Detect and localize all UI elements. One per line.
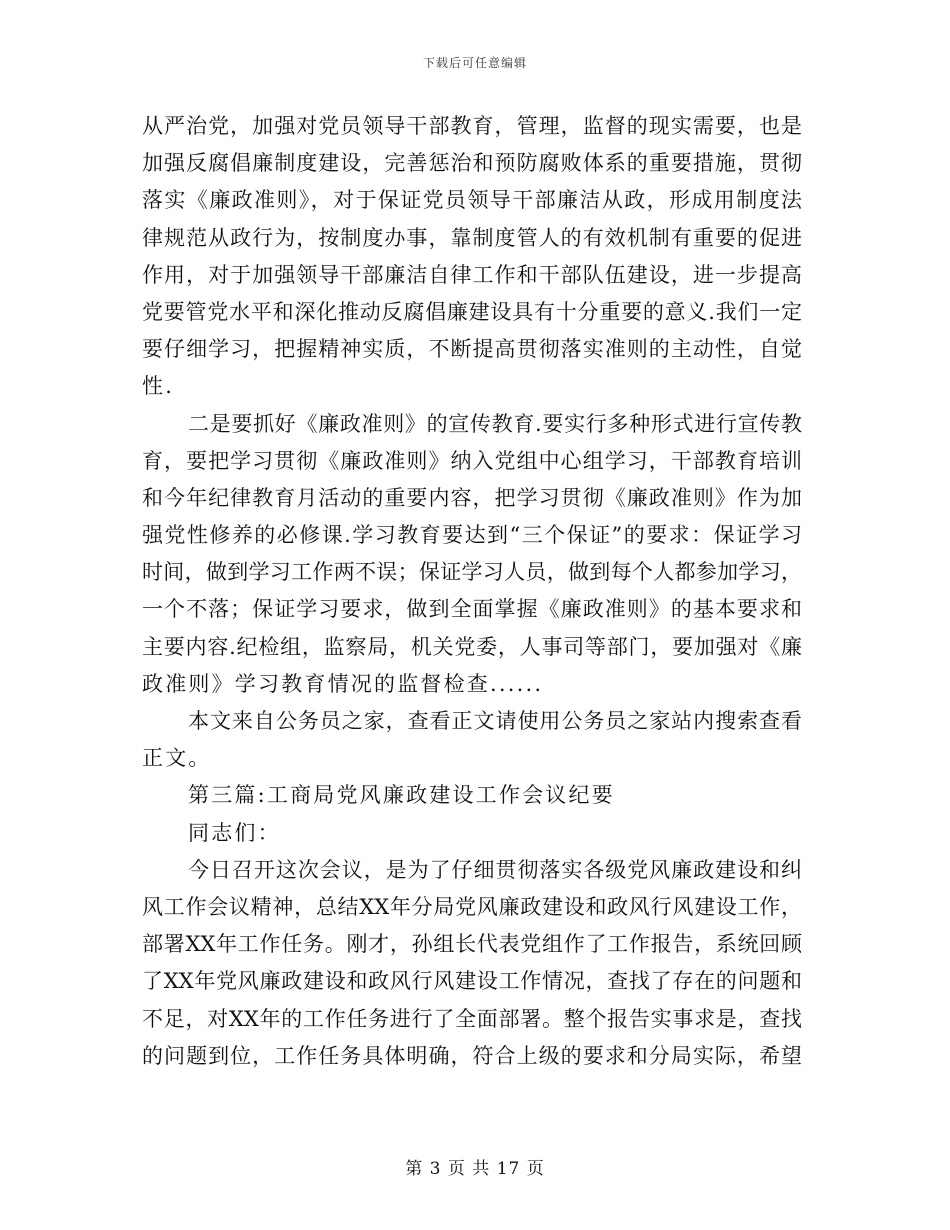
text-line: 时间，做到学习工作两不误；保证学习人员，做到每个人都参加学习， — [142, 560, 802, 585]
text-line: 和今年纪律教育月活动的重要内容，把学习贯彻《廉政准则》作为加 — [142, 485, 802, 510]
text-line: 落实《廉政准则》，对于保证党员领导干部廉洁从政，形成用制度法 — [142, 188, 802, 213]
text-line: 作用，对于加强领导干部廉洁自律工作和干部队伍建设，进一步提高 — [142, 262, 802, 287]
text-line: 政准则》学习教育情况的监督检查...... — [142, 671, 544, 696]
text-line: 了XX年党风廉政建设和政风行风建设工作情况，查找了存在的问题和 — [142, 969, 802, 994]
text-line: 性. — [142, 374, 175, 399]
salutation: 同志们： — [188, 820, 281, 845]
text-line: 主要内容.纪检组，监察局，机关党委，人事司等部门，要加强对《廉 — [142, 634, 802, 659]
paragraph-first-line: 本文来自公务员之家，查看正文请使用公务员之家站内搜索查看 — [188, 709, 802, 733]
section-title: 第三篇:工商局党风廉政建设工作会议纪要 — [188, 783, 615, 808]
page-number-footer: 第 3 页 共 17 页 — [405, 1159, 545, 1179]
text-line: 育，要把学习贯彻《廉政准则》纳入党组中心组学习，干部教育培训 — [142, 448, 802, 473]
text-line: 的问题到位，工作任务具体明确，符合上级的要求和分局实际，希望 — [142, 1043, 802, 1068]
text-line: 正文。 — [142, 746, 212, 771]
text-line: 风工作会议精神，总结XX年分局党风廉政建设和政风行风建设工作， — [142, 894, 802, 919]
text-line: 加强反腐倡廉制度建设，完善惩治和预防腐败体系的重要措施，贯彻 — [142, 151, 802, 176]
text-line: 强党性修养的必修课.学习教育要达到“三个保证”的要求：保证学习 — [142, 523, 802, 548]
paragraph-first-line: 二是要抓好《廉政准则》的宣传教育.要实行多种形式进行宣传教 — [188, 411, 802, 436]
text-line: 律规范从政行为，按制度办事，靠制度管人的有效机制有重要的促进 — [142, 225, 802, 250]
paragraph-first-line: 今日召开这次会议，是为了仔细贯彻落实各级党风廉政建设和纠 — [188, 857, 802, 882]
text-line: 不足，对XX年的工作任务进行了全面部署。整个报告实事求是，查找 — [142, 1006, 802, 1031]
text-line: 要仔细学习，把握精神实质，不断提高贯彻落实准则的主动性，自觉 — [142, 337, 802, 362]
document-body — [142, 108, 802, 1075]
page-header: 下载后可任意编辑 — [422, 56, 527, 70]
text-line: 部署XX年工作任务。刚才，孙组长代表党组作了工作报告，系统回顾 — [142, 932, 802, 957]
text-line: 一个不落；保证学习要求，做到全面掌握《廉政准则》的基本要求和 — [142, 597, 802, 622]
text-line: 党要管党水平和深化推动反腐倡廉建设具有十分重要的意义.我们一定 — [142, 299, 802, 324]
text-line: 从严治党，加强对党员领导干部教育，管理，监督的现实需要，也是 — [142, 114, 802, 138]
